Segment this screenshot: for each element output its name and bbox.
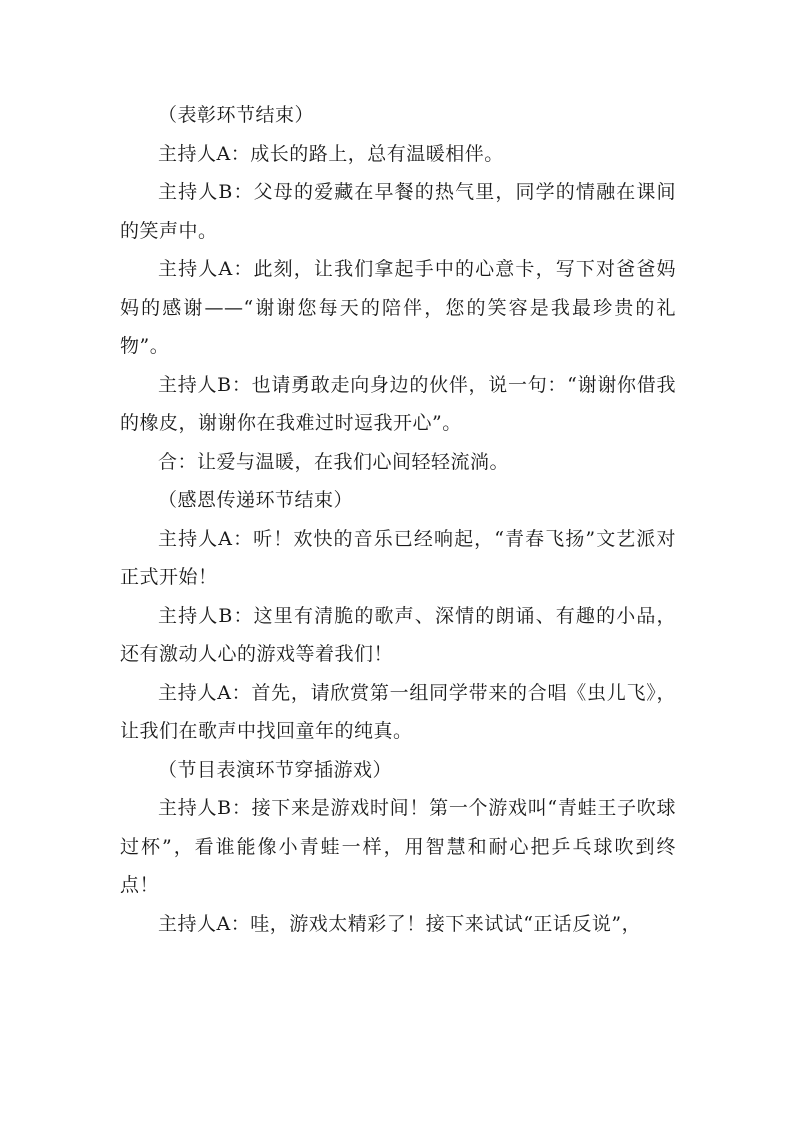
host-a-line-4: 主持人A：首先，请欣赏第一组同学带来的合唱《虫儿飞》，让我们在歌声中找回童年的纯真。 xyxy=(120,681,676,742)
host-a-line-5: 主持人A：哇，游戏太精彩了！接下来试试“正话反说”， xyxy=(158,912,642,935)
host-a-line-1: 主持人A：成长的路上，总有温暖相伴。 xyxy=(158,142,504,165)
host-a-line-2: 主持人A：此刻，让我们拿起手中的心意卡，写下对爸爸妈妈的感谢——“谢谢您每天的陪伴，您的笑容是我最珍贵的礼物”。 xyxy=(120,258,676,357)
stage-direction-thanks-end: （感恩传递环节结束） xyxy=(158,489,354,511)
stage-direction-award-end: （表彰环节结束） xyxy=(158,104,315,126)
host-b-line-2: 主持人B：也请勇敢走向身边的伙伴，说一句：“谢谢你借我的橡皮，谢谢你在我难过时逗我开心”。 xyxy=(120,373,676,434)
host-b-line-4: 主持人B：接下来是游戏时间！第一个游戏叫“青蛙王子吹球过杯”，看谁能像小青蛙一样，用智慧和耐心把乒乓球吹到终点！ xyxy=(120,797,676,896)
host-b-line-1: 主持人B：父母的爱藏在早餐的热气里，同学的情融在课间的笑声中。 xyxy=(120,181,676,242)
host-a-line-3: 主持人A：听！欢快的音乐已经响起，“青春飞扬”文艺派对正式开始！ xyxy=(120,527,676,588)
document-body xyxy=(120,96,676,943)
together-line: 合：让爱与温暖，在我们心间轻轻流淌。 xyxy=(158,450,510,473)
stage-direction-program-games: （节目表演环节穿插游戏） xyxy=(158,758,393,781)
host-b-line-3: 主持人B：这里有清脆的歌声、深情的朗诵、有趣的小品，还有激动人心的游戏等着我们！ xyxy=(120,604,676,665)
